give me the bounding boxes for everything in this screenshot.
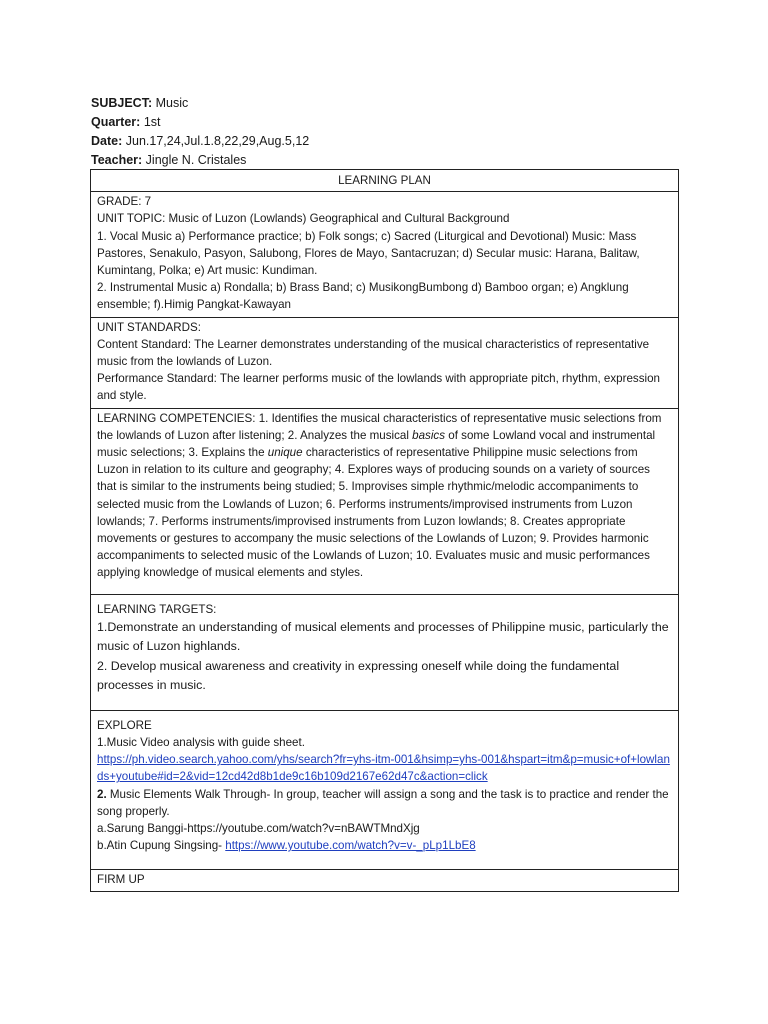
subject-row — [91, 94, 309, 113]
explore-item-2-number: 2. — [97, 787, 107, 801]
firm-up-heading: FIRM UP — [97, 872, 145, 886]
content-standard-text: Content Standard: The Learner demonstrates understanding of the musical characteristics of representative music from the lowlands of Luzon. — [97, 337, 650, 369]
unit-topic-cell — [91, 192, 679, 317]
explore-item-1: 1.Music Video analysis with guide sheet. — [97, 736, 305, 750]
learning-plan-title: LEARNING PLAN — [91, 170, 679, 192]
learning-competencies-text — [97, 410, 672, 582]
subject-value: Music — [155, 96, 189, 110]
atin-cupung-singsing-link[interactable]: https://www.youtube.com/watch?v=v-_pLp1LbE8 — [225, 839, 476, 853]
competencies-unique: unique — [267, 446, 303, 460]
learning-targets-cell — [91, 594, 679, 710]
quarter-row — [91, 113, 309, 132]
teacher-row — [91, 151, 309, 170]
subject-label: SUBJECT: — [91, 96, 153, 110]
performance-standard-text: Performance Standard: The learner performs music of the lowlands with appropriate pitch, rhythm, expression and style. — [97, 372, 660, 403]
competencies-basics: basics — [412, 428, 446, 442]
competencies-part-c: characteristics of representative Philippine music selections from Luzon in relation to its culture and geography; 4. Explores ways of producing sounds on a variety of sources that is similar to the instruments being studied; 5. Improvises simple rhythmic/melodic accompaniments to selected music from the Lowlands of Luzon; 6. Performs instruments/improvised instruments from Luzon lowlands; 7. Performs instruments/improvised instruments from Luzon lowlands; 8. Creates appropriate movements or gestures to accompany the music selections of the Lowlands of Luzon; 9. Provides harmonic accompaniments to selected music of the Lowlands of Luzon; 10. Evaluates music and music performances applying knowledge of musical elements and styles. — [97, 446, 650, 580]
explore-item-2-text: Music Elements Walk Through- In group, teacher will assign a song and the task is to practice and render the song properly. — [97, 787, 669, 818]
yahoo-video-link[interactable]: https://ph.video.search.yahoo.com/yhs/search?fr=yhs-itm-001&hsimp=yhs-001&hspart=itm&p=music+of+lowlands+youtube#id=2&vid=12cd42d8b1de9c16b109d2167e62d47c&action=click — [97, 753, 670, 784]
unit-standards-cell — [91, 317, 679, 408]
firm-up-cell — [91, 869, 679, 891]
learning-target-1: 1.Demonstrate an understanding of musical elements and processes of Philippine music, particularly the music of Luzon highlands. — [97, 619, 669, 654]
quarter-label: Quarter: — [91, 115, 141, 129]
unit-topic-text: UNIT TOPIC: Music of Luzon (Lowlands) Geographical and Cultural Background — [97, 212, 510, 226]
date-label: Date: — [91, 134, 123, 148]
competencies-part-a: LEARNING COMPETENCIES: 1. Identifies the musical characteristics of representative music selections from the lowlands of Luzon after listening; 2. Analyzes the musical — [97, 411, 662, 442]
topic-instrumental-music: 2. Instrumental Music a) Rondalla; b) Brass Band; c) MusikongBumbong d) Bamboo organ; e) Angklung ensemble; f).Himig Pangkat-Kawayan — [97, 281, 629, 312]
learning-targets-heading: LEARNING TARGETS: — [97, 602, 217, 616]
learning-competencies-cell — [91, 408, 679, 594]
explore-heading: EXPLORE — [97, 718, 152, 732]
learning-plan-table — [90, 169, 679, 892]
competencies-part-b: of some Lowland vocal and instrumental music selections; 3. Explains the — [97, 428, 656, 460]
explore-item-2 — [97, 786, 672, 820]
learning-target-2: 2. Develop musical awareness and creativity in expressing oneself while doing the fundamental processes in music. — [97, 658, 620, 693]
quarter-value: 1st — [143, 115, 161, 129]
explore-song-b-text: b.Atin Cupung Singsing- — [97, 839, 226, 853]
date-row — [91, 132, 309, 151]
date-value: Jun.17,24,Jul.1.8,22,29,Aug.5,12 — [125, 134, 310, 148]
topic-vocal-music: 1. Vocal Music a) Performance practice; b) Folk songs; c) Sacred (Liturgical and Devotional) Music: Mass Pastores, Senakulo, Pasyon, Salubong, Flores de Mayo, Santacruzan; d) Secular music: Harana, Balitaw, Kumintang, Polka; e) Art music: Kundiman. — [97, 229, 640, 278]
teacher-label: Teacher: — [91, 153, 143, 167]
explore-song-b — [97, 837, 672, 854]
lesson-header — [91, 94, 309, 170]
teacher-value: Jingle N. Cristales — [145, 153, 247, 167]
explore-song-a: a.Sarung Banggi-https://youtube.com/watch?v=nBAWTMndXjg — [97, 822, 420, 836]
grade-text: GRADE: 7 — [97, 195, 152, 209]
unit-standards-heading: UNIT STANDARDS: — [97, 320, 201, 334]
explore-cell — [91, 710, 679, 869]
